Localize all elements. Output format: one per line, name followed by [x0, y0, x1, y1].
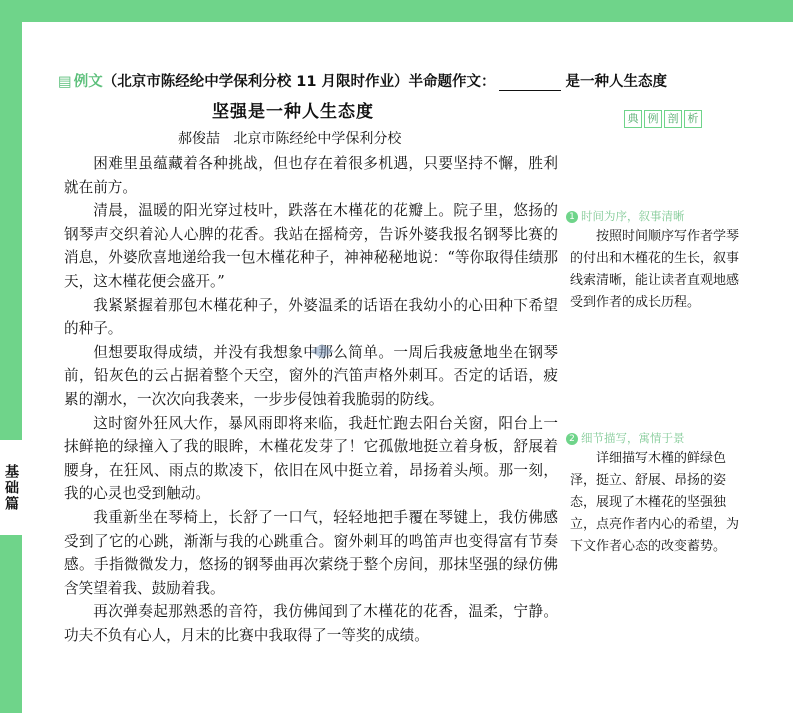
analysis-badge-char: 析: [684, 110, 702, 128]
essay-body: [64, 152, 558, 647]
side-tab-label: 基础篇: [3, 463, 19, 512]
side-tab: [0, 440, 22, 535]
paragraph: 清晨，温暖的阳光穿过枝叶，跌落在木槿花的花瓣上。院子里，悠扬的钢琴声交织着沁人心脾的花香。我站在摇椅旁，告诉外婆我报名钢琴比赛的消息，外婆欣喜地递给我一包木槿花种子，神神秘秘地说：“等你取得佳绩那天，这木槿花便会盛开。”: [64, 202, 558, 290]
paragraph: 但想要取得成绩，并没有我想象中那么简单。一周后我疲惫地坐在钢琴前，铅灰色的云占据着整个天空，窗外的汽笛声格外刺耳。否定的话语，疲累的潮水，一次次向我袭来，一步步侵蚀着我脆弱的防线。: [64, 343, 558, 408]
analysis-badge: [624, 110, 702, 128]
analysis-badge-char: 剖: [664, 110, 682, 128]
prompt-text: （北京市陈经纶中学保利分校 11 月限时作业）半命题作文：: [102, 74, 496, 90]
example-tag: 例文: [73, 74, 103, 90]
graduation-cap-icon: [310, 344, 334, 362]
exam-prompt: [58, 70, 758, 91]
analysis-badge-char: 例: [644, 110, 662, 128]
annotation-body: 详细描写木槿的鲜绿色泽，挺立、舒展、昂扬的姿态，展现了木槿花的坚强独立，点亮作者内心的希望，为下文作者心态的改变蓄势。: [570, 451, 740, 554]
paragraph: 我重新坐在琴椅上，长舒了一口气，轻轻地把手覆在琴键上，我仿佛感受到了它的心跳，渐渐与我的心跳重合。窗外刺耳的鸣笛声也变得富有节奏感。手指微微发力，悠扬的钢琴曲再次萦绕于整个房间，那抹坚强的绿仿佛含笑望着我、鼓励着我。: [64, 508, 558, 597]
essay-author: 郝俊喆 北京市陈经纶中学保利分校: [178, 131, 402, 147]
annotation-number: 2: [566, 433, 578, 445]
example-icon: ▤: [58, 74, 72, 90]
annotation-1: [566, 208, 746, 314]
paragraph: 困难里虽蕴藏着各种挑战，但也存在着很多机遇，只要坚持不懈，胜利就在前方。: [64, 155, 558, 196]
paragraph: 这时窗外狂风大作，暴风雨即将来临，我赶忙跑去阳台关窗，阳台上一抹鲜艳的绿撞入了我的眼眸，木槿花发芽了！它孤傲地挺立着身板，舒展着腰身，在狂风、雨点的欺凌下，依旧在风中挺立着，昂扬着头颅。那一刻，我的心灵也受到触动。: [64, 414, 558, 503]
top-border: [0, 0, 793, 22]
left-border: [0, 0, 22, 713]
prompt-suffix: 是一种人生态度: [565, 74, 667, 90]
essay-title: 坚强是一种人生态度: [212, 102, 374, 122]
annotation-number: 1: [566, 211, 578, 223]
paragraph: 再次弹奏起那熟悉的音符，我仿佛闻到了木槿花的花香，温柔，宁静。功夫不负有心人，月末的比赛中我取得了一等奖的成绩。: [64, 603, 558, 644]
paragraph: 我紧紧握着那包木槿花种子，外婆温柔的话语在我幼小的心田种下希望的种子。: [64, 296, 558, 338]
annotation-heading: [566, 430, 746, 448]
annotation-heading-text: 细节描写，寓情于景: [581, 431, 685, 445]
annotation-heading-text: 时间为序，叙事清晰: [581, 209, 685, 223]
annotation-body: 按照时间顺序写作者学琴的付出和木槿花的生长，叙事线索清晰，能让读者直观地感受到作者的成长历程。: [570, 229, 740, 310]
watermark: [310, 340, 580, 380]
annotation-heading: [566, 208, 746, 226]
prompt-blank: [499, 76, 561, 91]
analysis-badge-char: 典: [624, 110, 642, 128]
annotation-2: [566, 430, 746, 558]
